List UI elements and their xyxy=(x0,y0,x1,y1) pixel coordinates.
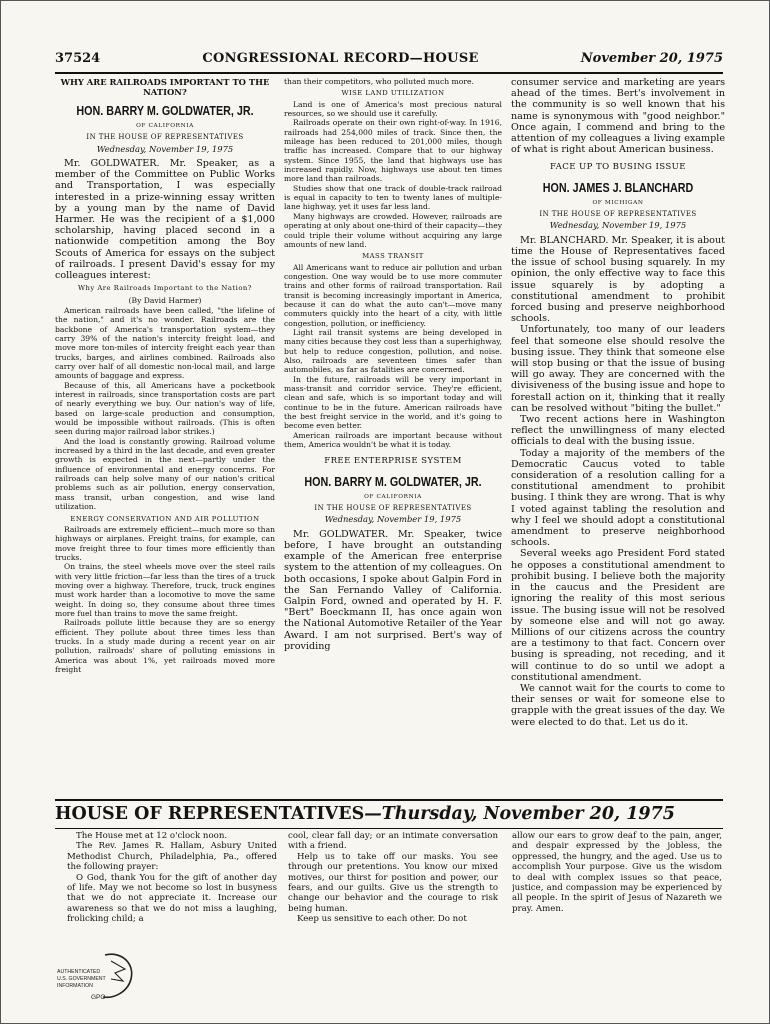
seal-line-2: U.S. GOVERNMENT xyxy=(57,976,106,982)
subheading: WISE LAND UTILIZATION xyxy=(341,89,445,98)
essay-title: Why Are Railroads Important to the Nation? xyxy=(78,284,252,293)
paragraph: Railroads are extremely efficient—much more so than highways or airplanes. Freight trains, for example, can move freight three to four times more efficiently than trucks. xyxy=(55,524,275,562)
paragraph: All Americans want to reduce air pollution and urban congestion. One way would be to use more commuter trains and other forms of railroad transportation. Rail transit is becoming increasingly important in America, because it can do what the auto can't—move many commuters quickly into the heart of a city, with little congestion, pollution, or inefficiency. xyxy=(284,262,502,328)
paragraph: allow our ears to grow deaf to the pain, anger, and despair expressed by the jobless, the oppressed, the hungry, and the aged. Use us to accomplish Your purpose. Give us the wisdom to deal with complex issues so that peace, justice, and compassion may be experienced by all people. In the spirit of Jesus of Nazareth we pray. Amen. xyxy=(512,831,722,914)
speaker-state: OF CALIFORNIA xyxy=(364,493,422,500)
section-banner xyxy=(55,801,723,827)
column-2 xyxy=(284,77,502,793)
paragraph: Several weeks ago President Ford stated he opposes a constitutional amendment to prohibit busing. I believe both the majority in the caucus and the President are ignoring the reality of this most serious issue. The busing issue will not be resolved by someone else and will not go away. Millions of our citizens across the country are a testimony to that fact. Concern over busing is spreading, not receding, and it will continue to do so until we adopt a constitutional amendment. xyxy=(511,548,725,683)
seal-line-4: GPO xyxy=(91,994,106,1001)
subheading: MASS TRANSIT xyxy=(362,252,424,261)
paragraph: The House met at 12 o'clock noon. xyxy=(76,831,228,841)
header-rule xyxy=(55,72,723,74)
remarks-date: Wednesday, November 19, 1975 xyxy=(324,514,462,525)
speaker-name: HON. JAMES J. BLANCHARD xyxy=(542,180,694,195)
remarks-date: Wednesday, November 19, 1975 xyxy=(96,143,234,154)
seal-wing-icon xyxy=(111,961,125,981)
paragraph: In the future, railroads will be very important in mass-transit and corridor service. They're efficient, clean and safe, which is so important today and will continue to be in the future. American railroads have the best freight service in the world, and it's going to become even better. xyxy=(284,374,502,431)
article-heading: FACE UP TO BUSING ISSUE xyxy=(550,162,686,173)
seal-line-3: INFORMATION xyxy=(57,983,93,989)
paragraph: Unfortunately, too many of our leaders feel that someone else should resolve the busing issue. They think that someone else will stop busing or that the issue of busing will go away. They are concerned with the divisiveness of the busing issue and hope to forestall action on it, thinking that it really can be resolved without "biting the bullet." xyxy=(511,324,725,414)
speaker-name: HON. BARRY M. GOLDWATER, JR. xyxy=(76,104,254,118)
article-heading: WHY ARE RAILROADS IMPORTANT TO THE NATION? xyxy=(60,77,270,97)
publication-title: CONGRESSIONAL RECORD—HOUSE xyxy=(202,51,479,66)
paragraph: Railroads pollute little because they are so energy efficient. They pollute about three times less than trucks. In a study made during a recent year on air pollution, railroads' share of polluting emissions in America was about 1%, yet railroads moved more freight xyxy=(55,618,275,675)
gpo-authentication-seal xyxy=(55,947,145,1007)
paragraph: Light rail transit systems are being developed in many cities because they cost less than a superhighway, but help to reduce congestion, pollution, and noise. Also, railroads are seventeen times safer than automobiles, as far as fatalities are concerned. xyxy=(284,327,502,375)
paragraph: than their competitors, who polluted much more. xyxy=(284,77,474,86)
speaker-state: OF CALIFORNIA xyxy=(136,123,194,129)
paragraph: And the load is constantly growing. Railroad volume increased by a third in the last decade, and even greater growth is expected in the next—partly under the influence of environmental and energy concerns. For railroads can help solve many of our nation's critical problems such as air pollution, energy conservation, mass transit, urban congestion, and wise land utilization. xyxy=(55,436,275,512)
paragraph: Mr. GOLDWATER. Mr. Speaker, as a member of the Committee on Public Works and Transportation, I was especially interested in a prize-winning essay written by a young man by the name of David Harmer. He was the recipient of a $1,000 scholarship, having placed second in a nationwide competition among the Boy Scouts of America for essays on the subject of railroads. I present David's essay for my colleagues interest: xyxy=(55,158,275,282)
paragraph: Mr. GOLDWATER. Mr. Speaker, twice before, I have brought an outstanding example of the American free enterprise system to the attention of my colleagues. On both occasions, I spoke about Galpin Ford in the San Fernando Valley of California. Galpin Ford, owned and operated by H. F. "Bert" Boeckmann II, has once again won the National Automotive Retailer of the Year Award. I am not surprised. Bert's way of providing xyxy=(284,528,502,652)
paragraph: Because of this, all Americans have a pocketbook interest in railroads, since transportation costs are part of nearly everything we buy. Our nation's way of life, based on large-scale production and consumption, would be impossible without railroads. (This is often seen during major railroad labor strikes.) xyxy=(55,380,275,437)
paragraph: Studies show that one track of double-track railroad is equal in capacity to ten to twenty lanes of multiple-lane highway, yet it uses far less land. xyxy=(284,183,502,212)
paragraph: Railroads operate on their own right-of-way. In 1916, railroads had 254,000 miles of track. Since then, the mileage has been reduced to 201,000 miles, though traffic has increased. Compare that to our highway system. Since 1955, the land that highways use has increased rapidly. Now, highways use about ten times more land than railroads. xyxy=(284,118,502,184)
chamber-line: IN THE HOUSE OF REPRESENTATIVES xyxy=(86,133,244,142)
section-rule xyxy=(55,828,723,829)
chamber-line: IN THE HOUSE OF REPRESENTATIVES xyxy=(314,504,472,513)
seal-line-1: AUTHENTICATED xyxy=(57,969,101,975)
paragraph: On trains, the steel wheels move over the steel rails with very little friction—far less than the tires of a truck moving over a highway. Therefore, truck, truck engines must work harder than a locomotive to move the same weight. In doing so, they consume about three times more fuel than trains to move the same freight. xyxy=(55,562,275,618)
paragraph: We cannot wait for the courts to come to their senses or wait for someone else to grapple with the great issues of the day. We were elected to do that. Let us do it. xyxy=(511,682,725,728)
paragraph: Mr. BLANCHARD. Mr. Speaker, it is about time the House of Representatives faced the issue of school busing squarely. In my opinion, the only effective way to face this issue squarely is by adopting a constitutional amendment to prohibit forced busing and preserve neighborhood schools. xyxy=(511,234,725,325)
paragraph: The Rev. James R. Hallam, Asbury United Methodist Church, Philadelphia, Pa., offered the following prayer: xyxy=(67,841,277,873)
paragraph: consumer service and marketing are years ahead of the times. Bert's involvement in the community is so well known that his name is synonymous with "good neighbor." Once again, I commend and bring to the attention of my colleagues a living example of what is right about American business. xyxy=(511,77,725,156)
banner-main: HOUSE OF REPRESENTATIVES xyxy=(55,804,365,824)
page-number: 37524 xyxy=(55,51,101,66)
paragraph: Help us to take off our masks. You see through our pretentions. You know our mixed motives, our thirst for position and power, our fears, and our guilts. Give us the strength to change our behavior and the courage to risk being human. xyxy=(288,851,498,914)
header-date: November 20, 1975 xyxy=(580,51,723,66)
bottom-column-3 xyxy=(512,831,722,914)
paragraph: O God, thank You for the gift of another day of life. May we not become so lost in busyness that we do not appreciate it. Increase our awareness so that we do not miss a laughing, frolicking child; a xyxy=(67,872,277,925)
paragraph: Today a majority of the members of the Democratic Caucus voted to table consideration of a resolution calling for a constitutional amendment to prohibit busing. I think they are wrong. That is why I voted against tabling the resolution and why I feel we should adopt a constitutional amendment to preserve neighborhood schools. xyxy=(511,447,725,549)
essay-author: (By David Harmer) xyxy=(128,295,202,305)
paragraph: Keep us sensitive to each other. Do not xyxy=(297,914,467,925)
speaker-name: HON. BARRY M. GOLDWATER, JR. xyxy=(304,474,482,489)
article-heading: FREE ENTERPRISE SYSTEM xyxy=(324,456,462,467)
bottom-column-2 xyxy=(288,831,498,925)
paragraph: American railroads have been called, "the lifeline of the nation," and it's no wonder. Railroads are the backbone of America's transportation system—they carry 39% of the nation's intercity freight load, and move more ton-miles of intercity freight each year than trucks, barges, and airlines combined. Railroads also carry over half of all domestic non-local mail, and large amounts of baggage and express. xyxy=(55,305,275,381)
paragraph: Many highways are crowded. However, railroads are operating at only about one-third of their capacity—they could triple their volume without acquiring any large amounts of new land. xyxy=(284,211,502,249)
column-3 xyxy=(511,77,725,793)
paragraph: Two recent actions here in Washington reflect the unwillingness of many elected officials to deal with the busing issue. xyxy=(511,414,725,448)
banner-date: —Thursday, November 20, 1975 xyxy=(364,804,675,824)
page-header xyxy=(55,51,723,71)
remarks-date: Wednesday, November 19, 1975 xyxy=(549,220,687,231)
speaker-state: OF MICHIGAN xyxy=(592,199,644,206)
paragraph: Land is one of America's most precious natural resources, so we should use it carefully. xyxy=(284,99,502,119)
paragraph: cool, clear fall day; or an intimate conversation with a friend. xyxy=(288,831,498,852)
bottom-column-1 xyxy=(67,831,277,925)
column-1 xyxy=(55,77,275,793)
chamber-line: IN THE HOUSE OF REPRESENTATIVES xyxy=(539,210,697,219)
paragraph: American railroads are important because without them, America wouldn't be what it is today. xyxy=(284,430,502,450)
subheading: ENERGY CONSERVATION AND AIR POLLUTION xyxy=(70,514,260,523)
